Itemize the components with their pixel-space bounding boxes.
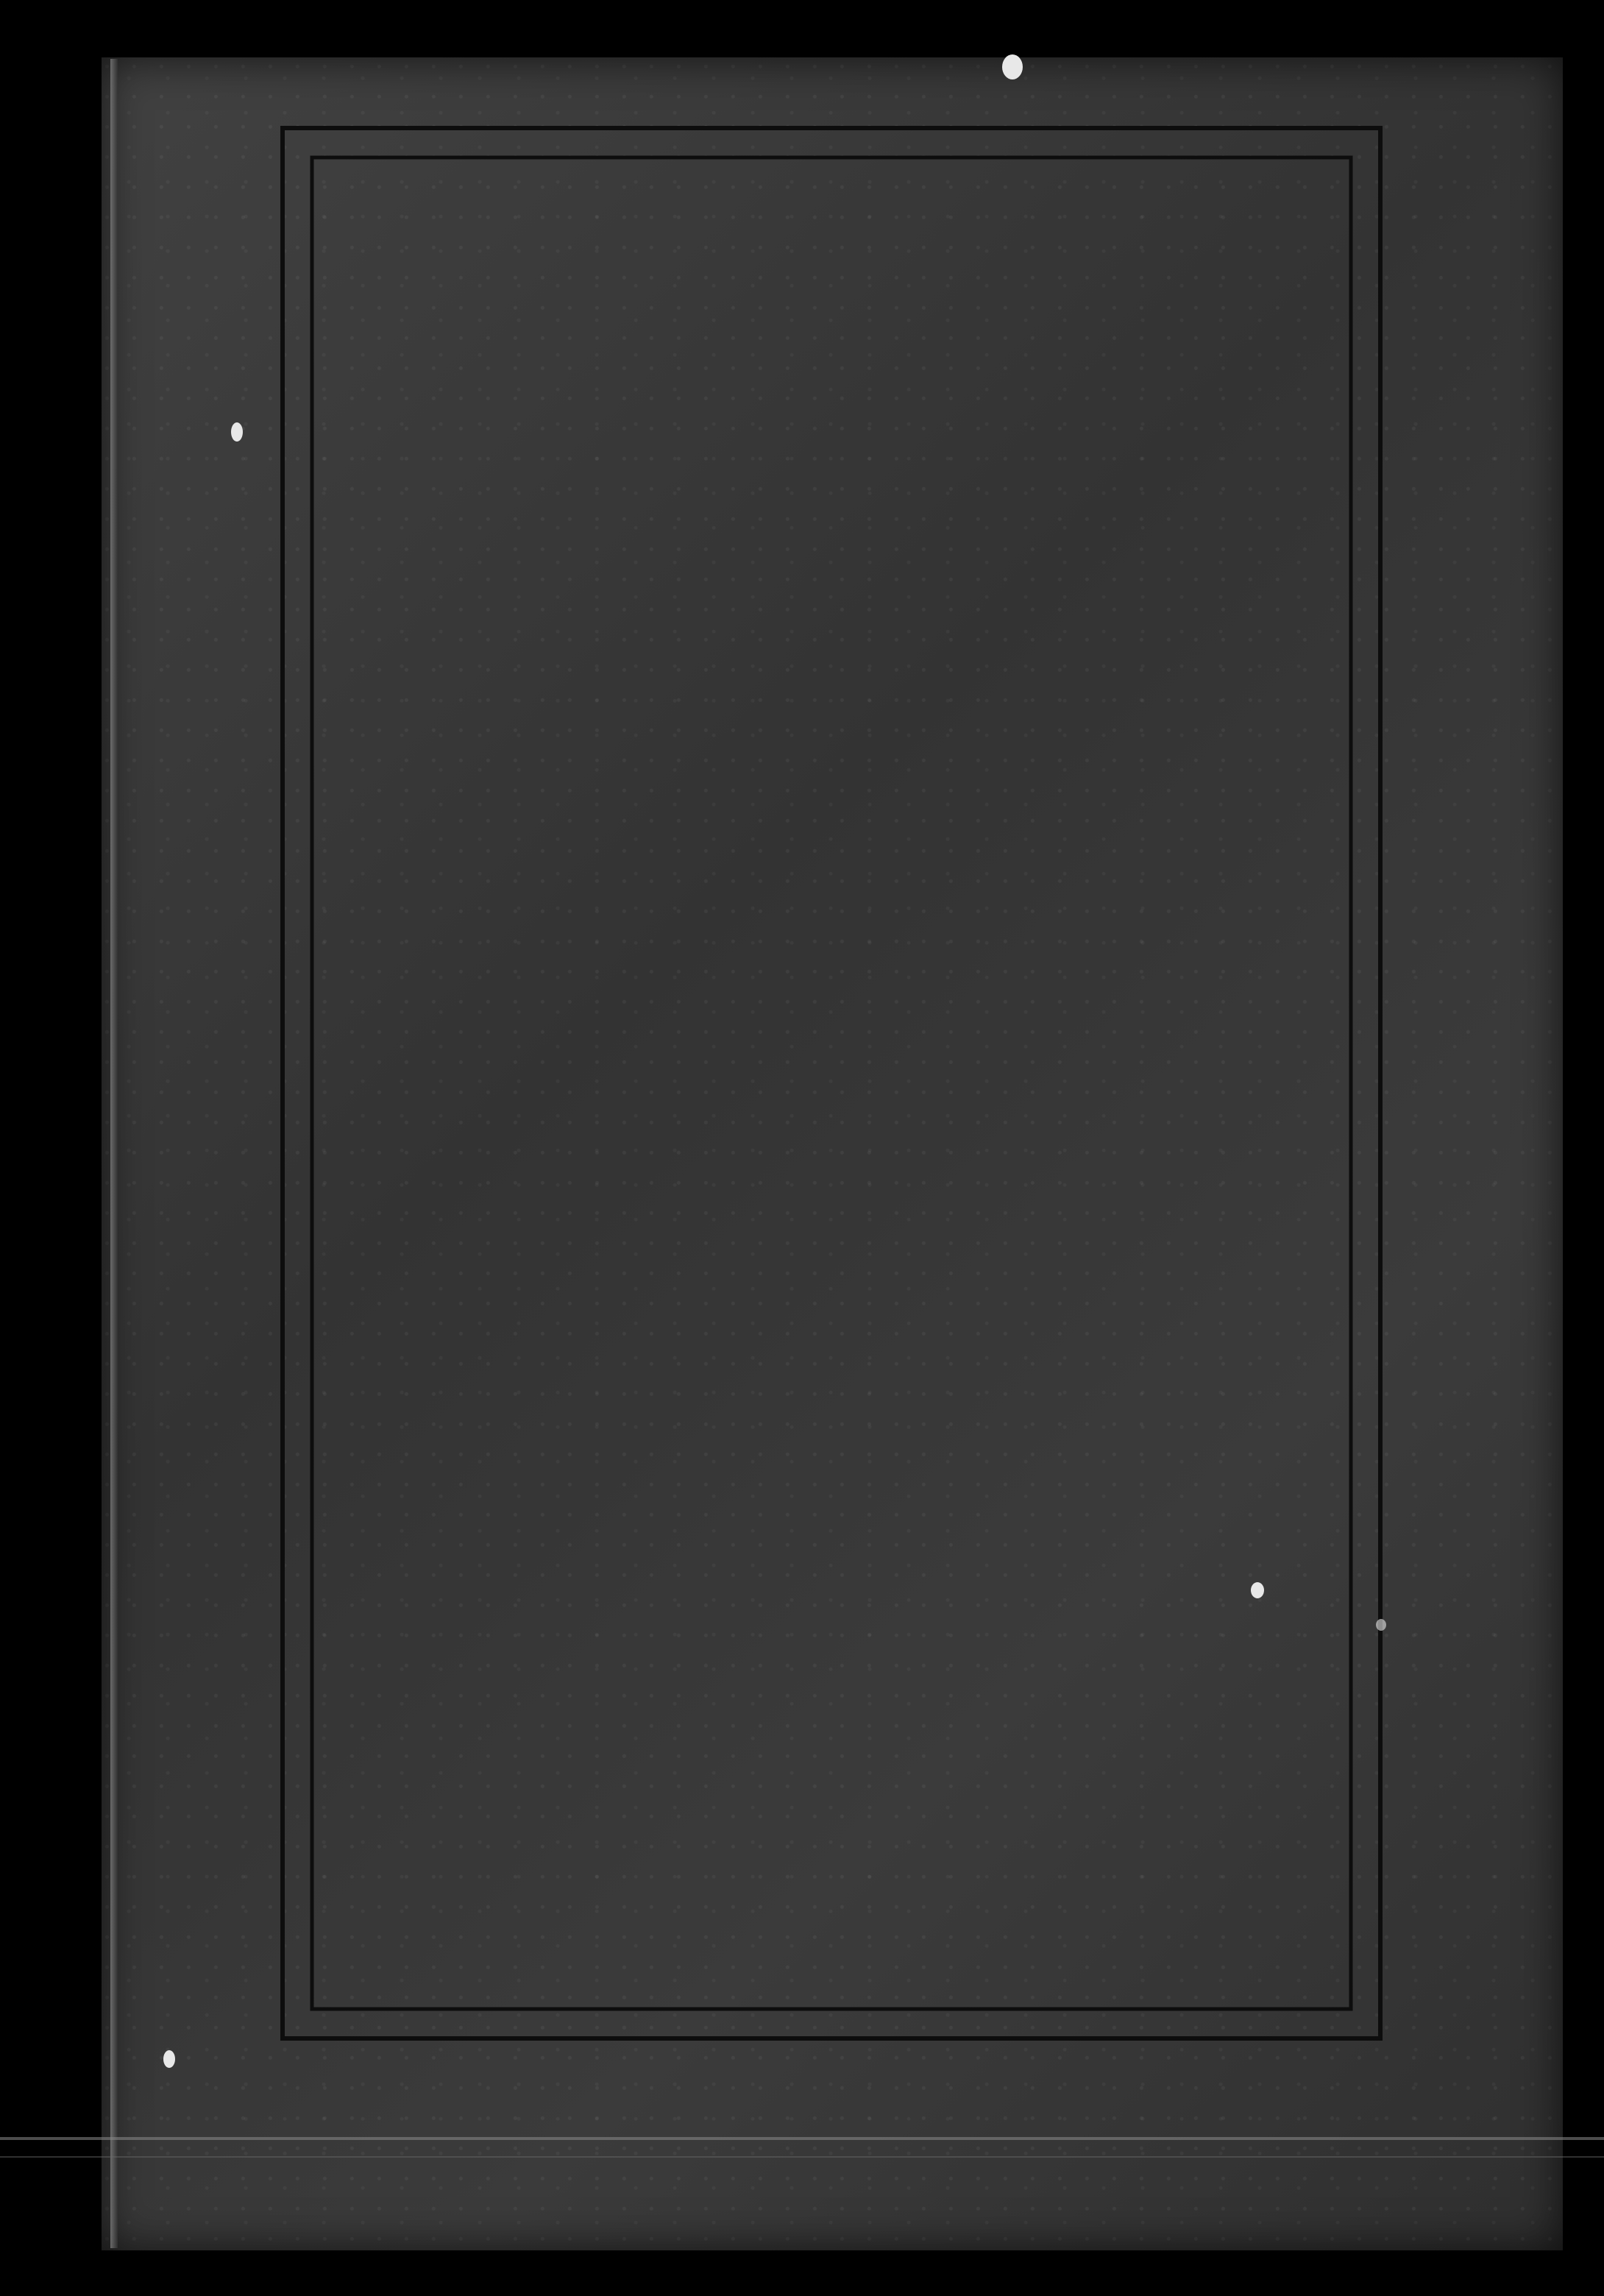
- chain-border-icon: [274, 119, 1389, 2047]
- dust-speck: [1376, 1619, 1386, 1631]
- page-edge: [110, 59, 118, 2248]
- dust-speck: [163, 2050, 175, 2068]
- dust-speck: [231, 422, 243, 442]
- dust-speck: [1002, 54, 1023, 79]
- dust-speck: [1251, 1582, 1264, 1598]
- scan-artifact-line: [0, 2137, 1604, 2140]
- scan-artifact-line-secondary: [0, 2156, 1604, 2158]
- poem: [347, 166, 1319, 169]
